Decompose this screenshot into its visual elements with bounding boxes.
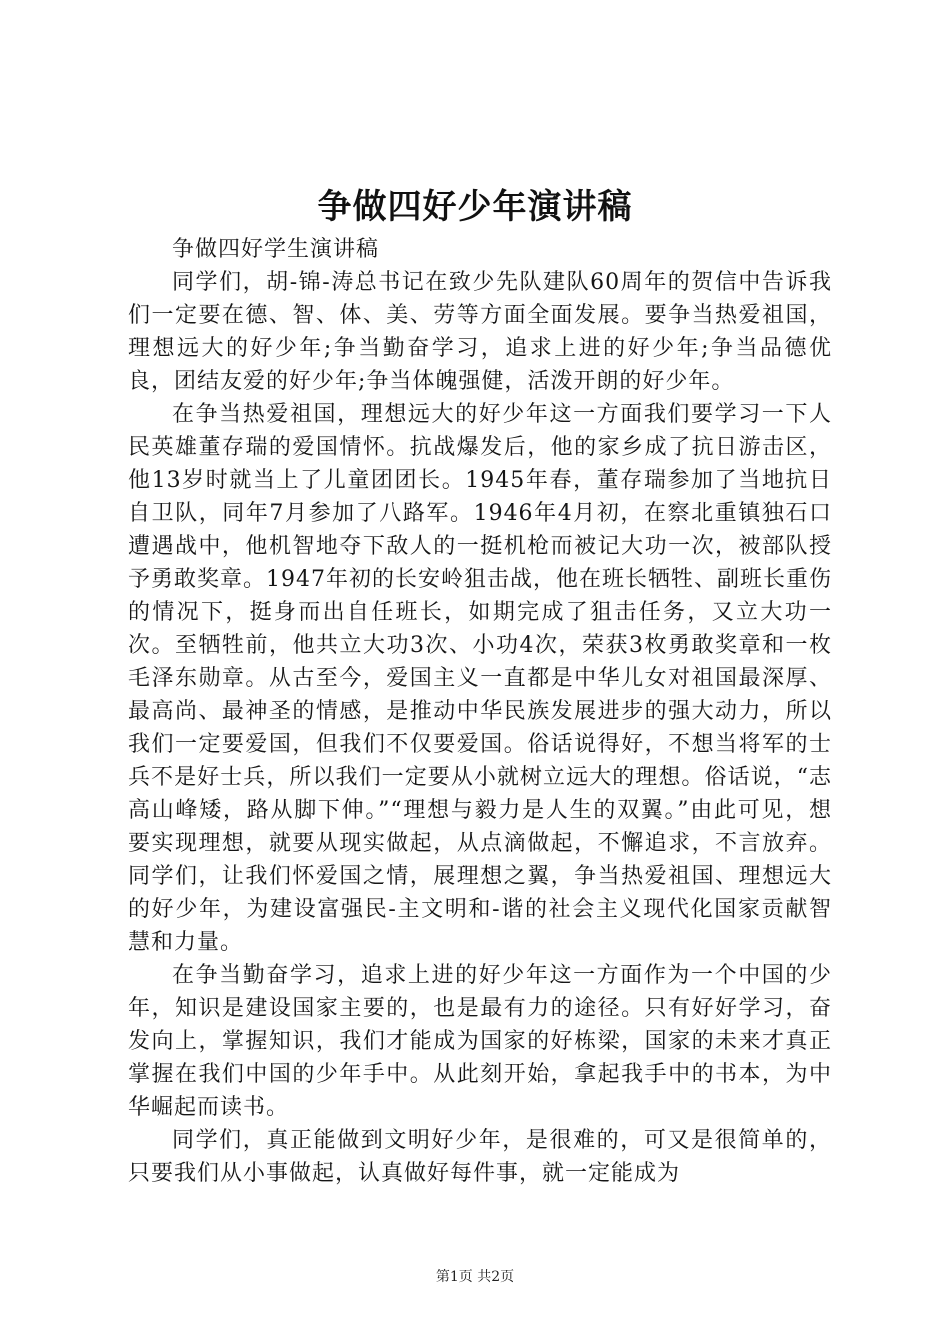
document-title: 争做四好少年演讲稿 <box>317 187 633 227</box>
body-paragraph: 同学们，胡-锦-涛总书记在致少先队建队60周年的贺信中告诉我们一定要在德、智、体、美、劳等方面全面发展。要争当热爱祖国，理想远大的好少年;争当勤奋学习，追求上进的好少年;争当品德优良，团结友爱的好少年;争当体魄强健，活泼开朗的好少年。 <box>128 270 832 394</box>
body-paragraph: 在争当勤奋学习，追求上进的好少年这一方面作为一个中国的少年，知识是建设国家主要的，也是最有力的途径。只有好好学习，奋发向上，掌握知识，我们才能成为国家的好栋梁，国家的未来才真正掌握在我们中国的少年手中。从此刻开始，拿起我手中的书本，为中华崛起而读书。 <box>128 963 832 1120</box>
body-paragraph: 在争当热爱祖国，理想远大的好少年这一方面我们要学习一下人民英雄董存瑞的爱国情怀。抗战爆发后，他的家乡成了抗日游击区，他13岁时就当上了儿童团团长。1945年春，董存瑞参加了当地抗日自卫队，同年7月参加了八路军。1946年4月初，在察北重镇独石口遭遇战中，他机智地夺下敌人的一挺机枪而被记大功一次，被部队授予勇敢奖章。1947年初的长安岭狙击战，他在班长牺牲、副班长重伤的情况下，挺身而出自任班长，如期完成了狙击任务，又立大功一次。至牺牲前，他共立大功3次、小功4次，荣获3枚勇敢奖章和一枚毛泽东勋章。从古至今，爱国主义一直都是中华儿女对祖国最深厚、最高尚、最神圣的情感，是推动中华民族发展进步的强大动力，所以我们一定要爱国，但我们不仅要爱国。俗话说得好，不想当将军的士兵不是好士兵，所以我们一定要从小就树立远大的理想。俗话说，“志高山峰矮，路从脚下伸。”“理想与毅力是人生的双翼。”由此可见，想要实现理想，就要从现实做起，从点滴做起，不懈追求，不言放弃。同学们，让我们怀爱国之情，展理想之翼，争当热爱祖国、理想远大的好少年，为建设富强民-主文明和-谐的社会主义现代化国家贡献智慧和力量。 <box>128 402 832 955</box>
document-body <box>128 233 832 1190</box>
page-number-footer: 第1页 共2页 <box>435 1269 515 1285</box>
subtitle-paragraph: 争做四好学生演讲稿 <box>172 237 380 262</box>
body-paragraph: 同学们，真正能做到文明好少年，是很难的，可又是很简单的，只要我们从小事做起，认真做好每件事，就一定能成为 <box>128 1128 832 1186</box>
